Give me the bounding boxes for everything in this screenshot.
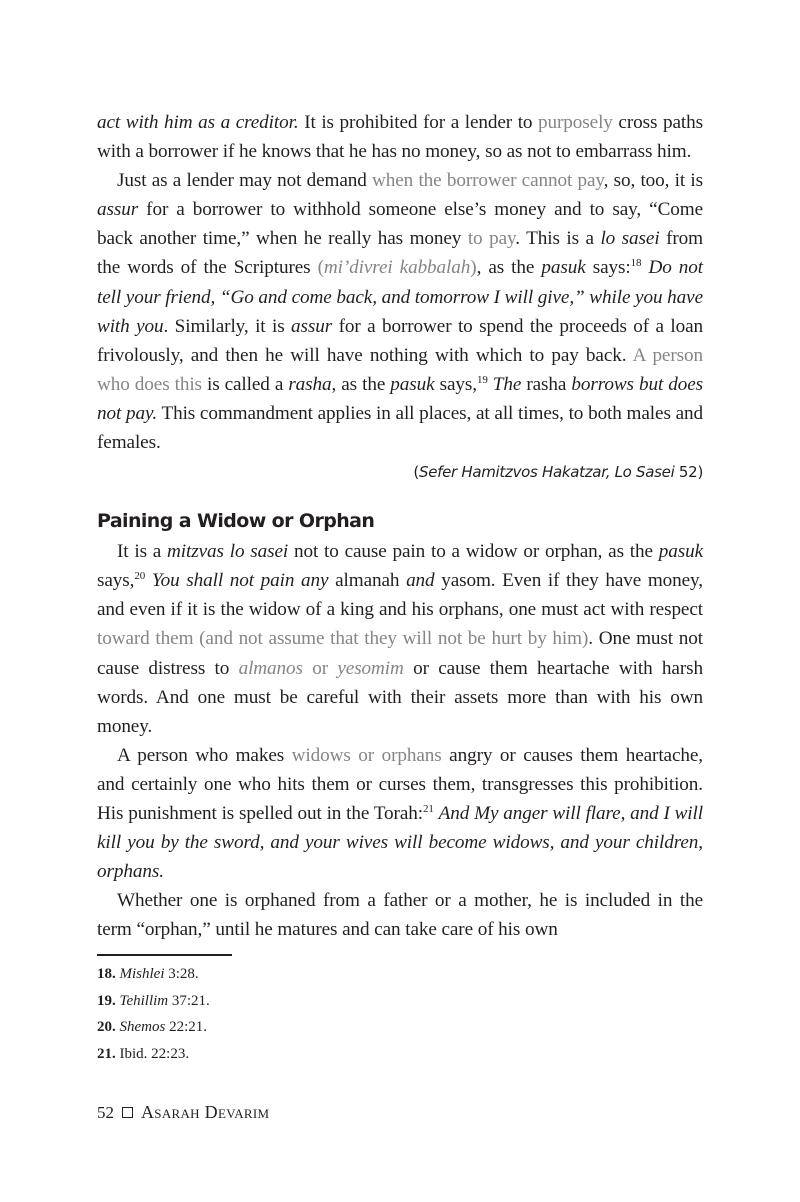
footnote-location: Ibid. 22:23. (119, 1046, 190, 1063)
source-close-paren: ) (697, 463, 703, 482)
text-run: You shall not pain any (151, 570, 329, 592)
footnote-item (97, 1041, 210, 1068)
footnote-item (97, 988, 210, 1015)
text-run: It is prohibited for a lender to (298, 112, 539, 133)
footnote-number: 19. (97, 992, 116, 1009)
source-citation (97, 458, 703, 487)
text-run: yesomim (337, 657, 404, 679)
footnote-divider (97, 954, 232, 956)
text-run: says, (434, 373, 477, 395)
footnote-item (97, 1014, 210, 1041)
text-run: . One must not cause distress to (97, 628, 703, 679)
footnote-source: Tehillim (119, 992, 169, 1009)
text-run: , so, too, it is (603, 170, 703, 192)
text-run: rasha (288, 373, 332, 395)
text-run: pasuk (541, 257, 586, 279)
footnote-location: 37:21. (168, 992, 210, 1009)
text-run: Do not tell your friend, “Go and come back, and tomorrow I will give,” while you have with you (97, 257, 703, 337)
text-run: to pay (467, 228, 516, 250)
text-run: . This is a (515, 228, 601, 250)
text-run: almanah (328, 570, 407, 592)
text-run: purposely (538, 112, 613, 133)
text-run: mi’divrei kabbalah (323, 257, 471, 279)
footnote-number: 20. (97, 1019, 116, 1036)
text-run: or cause them heartache with harsh words. And one must be careful with their assets more than with his own money. (97, 657, 703, 737)
text-run: for a borrower to spend the proceeds of a loan frivolously, and then he will have nothing with which to pay back. (97, 315, 703, 366)
source-open-paren: ( (413, 463, 419, 482)
text-run: mitzvas lo sasei (167, 541, 289, 563)
paragraph (97, 108, 703, 166)
text-run (145, 570, 152, 591)
text-run: for a borrower to withhold someone else’s money and to say, “Come back another time,” when he really has money (97, 199, 703, 250)
footnote-reference: 18 (630, 257, 642, 270)
source-title: Sefer Hamitzvos Hakatzar, Lo Sasei (418, 463, 675, 482)
section-widow-orphan-text (97, 537, 703, 944)
text-run: lo sasei (600, 228, 660, 250)
text-run: Whether one is orphaned from a father or a mother, he is included in the term “orphan,” until he matures and can take care of his own (97, 890, 703, 941)
text-run: and (406, 570, 435, 592)
text-run: And My anger will flare, and I will kill you by the sword, and your wives will become widows, and your children, orphans. (97, 802, 703, 883)
text-run: A person who makes (117, 744, 292, 766)
footnote-location: 22:21. (165, 1019, 207, 1036)
text-run: almanos (238, 657, 303, 679)
source-number: 52 (674, 463, 698, 482)
text-run: ) (470, 257, 477, 279)
text-run: assur (97, 199, 139, 221)
page-body (97, 108, 703, 944)
footnote-reference: 20 (134, 570, 146, 583)
page-number: 52 (97, 1102, 114, 1122)
text-run: not to cause pain to a widow or orphan, as the (288, 541, 659, 563)
text-run: when the borrower cannot pay (372, 170, 604, 192)
footnote-source: Mishlei (119, 966, 165, 982)
text-run: says, (97, 570, 135, 592)
section-heading: Paining a Widow or Orphan (97, 510, 375, 533)
text-run: A person who does this (97, 344, 703, 395)
paragraph (97, 537, 703, 741)
page-folio (97, 1102, 269, 1123)
running-title: Asarah Devarim (141, 1102, 270, 1122)
text-run: pasuk (390, 373, 435, 395)
footnote-item (97, 961, 210, 988)
text-run: The (492, 373, 522, 395)
text-run: toward them (and not assume that they will not be hurt by him) (97, 628, 589, 650)
text-run: pasuk (658, 541, 703, 563)
text-run: or (302, 657, 338, 679)
paragraph (97, 741, 703, 886)
footnotes (97, 961, 210, 1068)
footnote-source: Shemos (119, 1019, 166, 1036)
text-run: yasom. Even if they have money, and even if it is the widow of a king and his orphans, one must act with respect (97, 570, 703, 621)
text-run: ( (317, 257, 324, 279)
text-run: widows or orphans (291, 744, 442, 766)
footnote-reference: 19 (476, 373, 488, 386)
text-run: assur (291, 315, 333, 337)
hollow-square-icon (122, 1107, 133, 1118)
text-run: . Similarly, it is (163, 315, 292, 337)
text-run: from the words of the Scriptures (97, 228, 703, 279)
text-run: is called a (201, 373, 289, 395)
text-run: act with him as a creditor. (97, 112, 299, 133)
footnote-number: 21. (97, 1046, 116, 1063)
text-run: says: (585, 257, 631, 279)
footnote-reference: 21 (422, 802, 434, 815)
text-run: rasha (521, 373, 572, 395)
paragraph (97, 166, 703, 457)
text-run: cross paths with a borrower if he knows that he has no money, so as not to embarrass him. (97, 112, 703, 163)
text-run: It is a (117, 541, 168, 563)
footnote-number: 18. (97, 966, 116, 982)
text-run: , as the (331, 373, 391, 395)
text-run: , as the (476, 257, 542, 279)
footnote-location: 3:28. (164, 966, 199, 982)
section-intro-text (97, 108, 703, 457)
text-run: This commandment applies in all places, at all times, to both males and females. (97, 402, 703, 454)
text-run: angry or causes them heartache, and certainly one who hits them or curses them, transgresses this prohibition. His punishment is spelled out in the Torah: (97, 744, 703, 824)
paragraph (97, 886, 703, 944)
text-run: Just as a lender may not demand (117, 170, 373, 192)
text-run: borrows but does not pay. (97, 373, 703, 424)
